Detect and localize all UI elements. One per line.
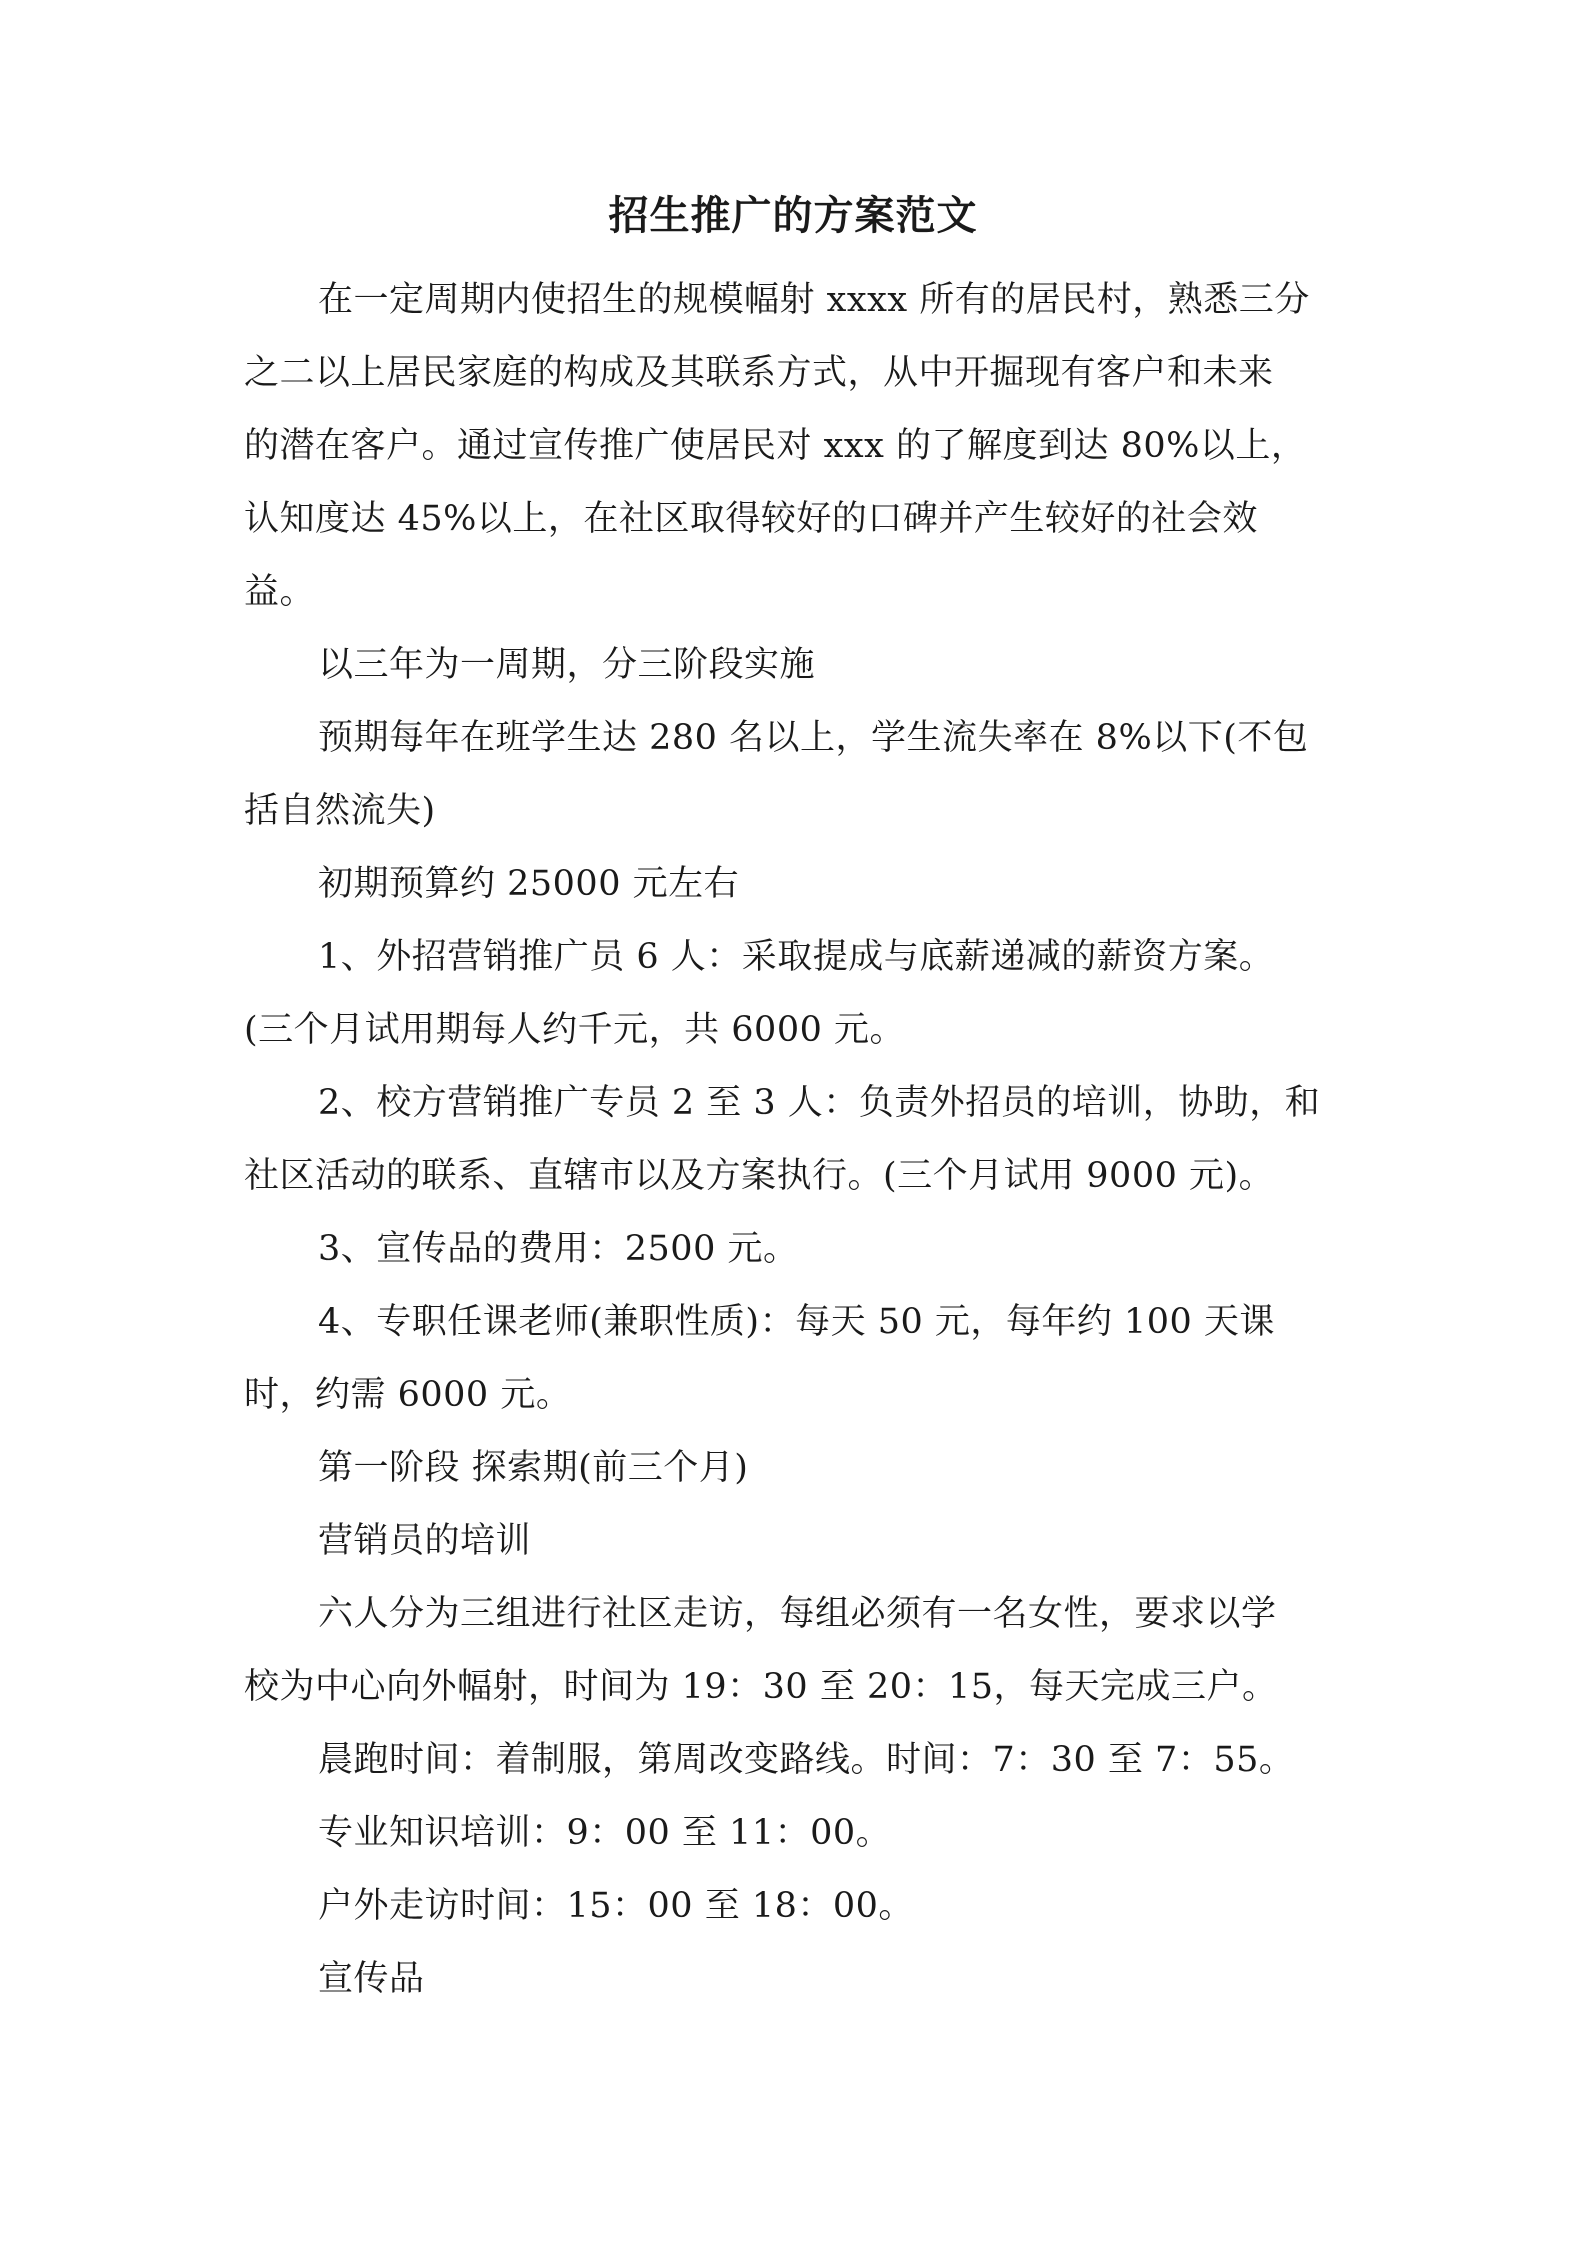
- paragraph-line: 在一定周期内使招生的规模幅射 xxxx 所有的居民村，熟悉三分: [318, 280, 1310, 320]
- paragraph-line: 之二以上居民家庭的构成及其联系方式，从中开掘现有客户和未来: [244, 353, 1274, 393]
- section-heading: 第一阶段 探索期(前三个月): [318, 1448, 749, 1488]
- paragraph-line: 预期每年在班学生达 280 名以上，学生流失率在 8%以下(不包: [318, 718, 1309, 758]
- paragraph-line: 的潜在客户。通过宣传推广使居民对 xxx 的了解度到达 80%以上，: [244, 426, 1307, 466]
- paragraph-line: 晨跑时间：着制服，第周改变路线。时间：7：30 至 7：55。: [318, 1740, 1295, 1780]
- paragraph-line: 社区活动的联系、直辖市以及方案执行。(三个月试用 9000 元)。: [244, 1156, 1275, 1196]
- paragraph-line: 4、专职任课老师(兼职性质)：每天 50 元，每年约 100 天课: [318, 1302, 1275, 1342]
- paragraph-line: 校为中心向外幅射，时间为 19：30 至 20：15，每天完成三户。: [244, 1667, 1278, 1707]
- paragraph-line: 认知度达 45%以上，在社区取得较好的口碑并产生较好的社会效: [244, 499, 1258, 539]
- document-body: [244, 264, 1364, 2016]
- paragraph-line: 专业知识培训：9：00 至 11：00。: [318, 1813, 892, 1853]
- paragraph-line: 营销员的培训: [318, 1521, 532, 1561]
- paragraph-line: 六人分为三组进行社区走访，每组必须有一名女性，要求以学: [318, 1594, 1277, 1634]
- paragraph-line: 户外走访时间：15：00 至 18：00。: [318, 1886, 914, 1926]
- paragraph-line: 2、校方营销推广专员 2 至 3 人：负责外招员的培训，协助，和: [318, 1083, 1321, 1123]
- document-title: 招生推广的方案范文: [608, 192, 978, 239]
- paragraph-line: 以三年为一周期，分三阶段实施: [318, 645, 816, 685]
- paragraph-line: 括自然流失): [244, 791, 436, 831]
- paragraph-line: 益。: [244, 572, 316, 612]
- paragraph-line: 3、宣传品的费用：2500 元。: [318, 1229, 799, 1269]
- paragraph-line: (三个月试用期每人约千元，共 6000 元。: [244, 1010, 905, 1050]
- paragraph-line: 初期预算约 25000 元左右: [318, 864, 740, 904]
- paragraph-line: 时，约需 6000 元。: [244, 1375, 572, 1415]
- paragraph-line: 宣传品: [318, 1959, 425, 1999]
- paragraph-line: 1、外招营销推广员 6 人：采取提成与底薪递减的薪资方案。: [318, 937, 1275, 977]
